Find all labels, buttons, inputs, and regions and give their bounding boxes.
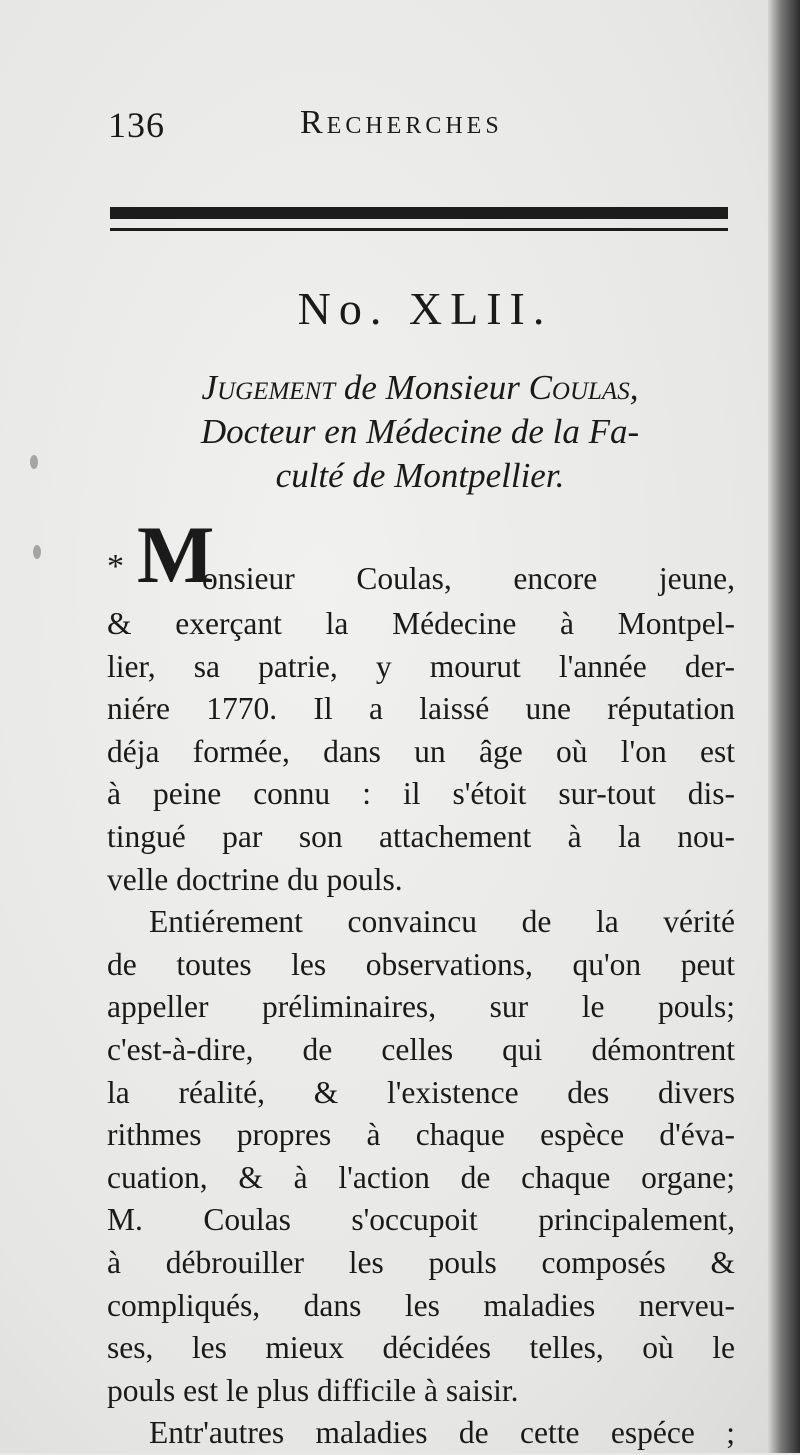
header-rule-thin [110,228,728,231]
section-title [100,366,740,498]
text-line: la réalité, & l'existence des divers [107,1074,735,1110]
opening-line [107,509,735,603]
page-edge-shadow [768,0,800,1453]
text-line: tingué par son attachement à la nou- [107,818,735,854]
text-line: ses, les mieux décidées telles, où le [107,1330,735,1366]
text-line: velle doctrine du pouls. [107,861,403,897]
title-word-jugement: Jugement [201,368,336,407]
paragraph-2 [107,901,735,1412]
body-text [107,509,735,1455]
text-line: de toutes les observations, qu'on peut [107,946,735,982]
title-line-1 [100,366,740,410]
section-number: No. XLII. [297,283,553,334]
title-words-de-monsieur: de Monsieur [335,368,529,407]
text-line: Entr'autres maladies de cette espéce ; [149,1415,735,1451]
text-line: à peine connu : il s'étoit sur-tout dis- [107,776,735,812]
text-line: & exerçant la Médecine à Montpel- [107,606,735,641]
text-line: déja formée, dans un âge où l'on est [107,733,735,769]
drop-cap: M [137,509,215,600]
page-number: 136 [108,105,165,145]
paragraph-3 [107,1412,735,1455]
title-line-2: Docteur en Médecine de la Fa- [200,412,640,451]
header-rule-thick [110,207,728,219]
text-line: compliqués, dans les maladies nerveu- [107,1287,735,1323]
text-line: rithmes propres à chaque espèce d'éva- [107,1117,735,1153]
text-line: Entiérement convaincu de la vérité [149,904,735,940]
opening-text: onsieur Coulas, encore jeune, [202,561,735,596]
text-line: appeller préliminaires, sur le pouls; [107,989,735,1025]
text-line: c'est-à-dire, de celles qui démontrent [107,1031,735,1067]
running-head: Recherches [300,104,503,141]
text-line: niére 1770. Il a laissé une réputation [107,691,735,727]
footnote-asterisk: * [107,548,124,585]
text-line: à débrouiller les pouls composés & [107,1244,735,1280]
title-line-3: culté de Montpellier. [275,456,565,495]
text-line: M. Coulas s'occupoit principalement, [107,1202,735,1238]
paragraph-1 [107,603,735,901]
text-line: lier, sa patrie, y mourut l'année der- [107,648,735,684]
title-name-coulas: Coulas [528,368,630,407]
paper-speck [30,455,38,469]
page-header [108,104,728,154]
text-line: pouls est le plus difficile à saisir. [107,1372,519,1408]
title-comma: , [629,368,639,407]
text-line: cuation, & à l'action de chaque organe; [107,1159,735,1195]
paper-speck [33,545,41,559]
